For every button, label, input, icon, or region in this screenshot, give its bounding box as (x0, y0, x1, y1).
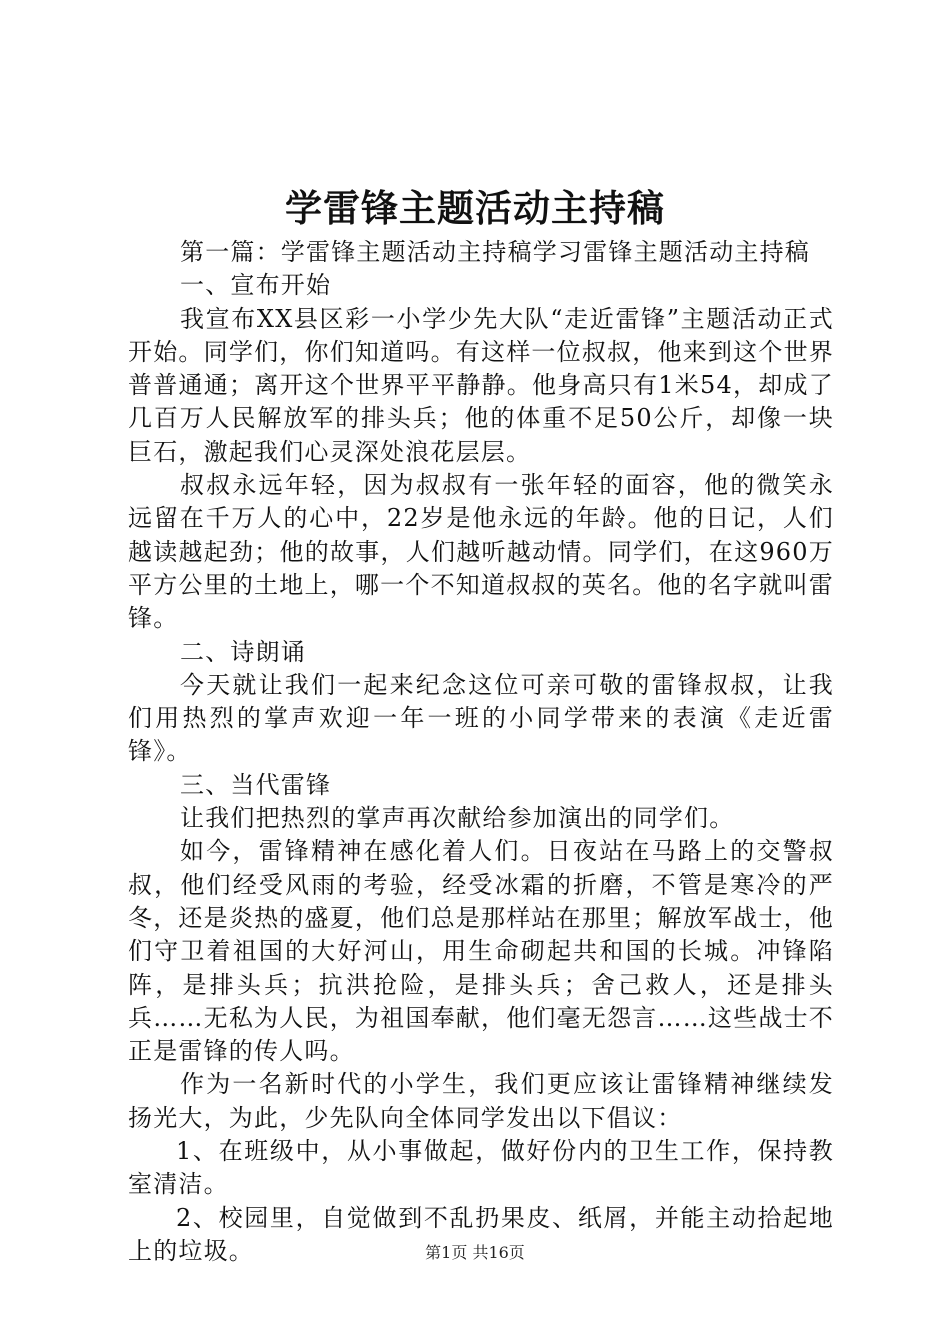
paragraph-poem-body: 今天就让我们一起来纪念这位可亲可敬的雷锋叔叔，让我们用热烈的掌声欢迎一年一班的小同学带来的表演《走近雷锋》。 (128, 670, 834, 766)
paragraph-first-article: 第一篇：学雷锋主题活动主持稿学习雷锋主题活动主持稿 (180, 238, 810, 266)
list-item-initiative-1: 1、在班级中，从小事做起，做好份内的卫生工作，保持教室清洁。 (128, 1137, 834, 1199)
list-item-initiative-2: 2、校园里，自觉做到不乱扔果皮、纸屑，并能主动拾起地上的垃圾。 (128, 1203, 834, 1265)
page-number-footer: 第1页 共16页 (425, 1243, 525, 1262)
section-heading-announce: 一、宣布开始 (180, 271, 332, 300)
document-title: 学雷锋主题活动主持稿 (285, 186, 665, 230)
section-heading-poem: 二、诗朗诵 (180, 637, 306, 666)
paragraph-initiative-intro: 作为一名新时代的小学生，我们更应该让雷锋精神继续发扬光大，为此，少先队向全体同学发出以下倡议： (128, 1070, 834, 1132)
document-body (128, 236, 834, 1268)
section-heading-modern-leifeng: 三、当代雷锋 (180, 770, 332, 799)
paragraph-applause: 让我们把热烈的掌声再次献给参加演出的同学们。 (180, 804, 735, 833)
paragraph-announce-body: 我宣布XX县区彩一小学少先大队“走近雷锋”主题活动正式开始。同学们，你们知道吗。有这样一位叔叔，他来到这个世界普普通通；离开这个世界平平静静。他身高只有1米54，却成了几百万人民解放军的排头兵；他的体重不足50公斤，却像一块巨石，激起我们心灵深处浪花层层。 (128, 304, 834, 466)
paragraph-uncle-forever-young: 叔叔永远年轻，因为叔叔有一张年轻的面容，他的微笑永远留在千万人的心中，22岁是他永远的年龄。他的日记，人们越读越起劲；他的故事，人们越听越动情。同学们，在这960万平方公里的土地上，哪一个不知道叔叔的英名。他的名字就叫雷锋。 (128, 471, 834, 633)
paragraph-spirit-today: 如今，雷锋精神在感化着人们。日夜站在马路上的交警叔叔，他们经受风雨的考验，经受冰霜的折磨，不管是寒冷的严冬，还是炎热的盛夏，他们总是那样站在那里；解放军战士，他们守卫着祖国的大好河山，用生命砌起共和国的长城。冲锋陷阵，是排头兵；抗洪抢险，是排头兵；舍己救人，还是排头兵……无私为人民，为祖国奉献，他们毫无怨言……这些战士不正是雷锋的传人吗。 (128, 837, 834, 1066)
